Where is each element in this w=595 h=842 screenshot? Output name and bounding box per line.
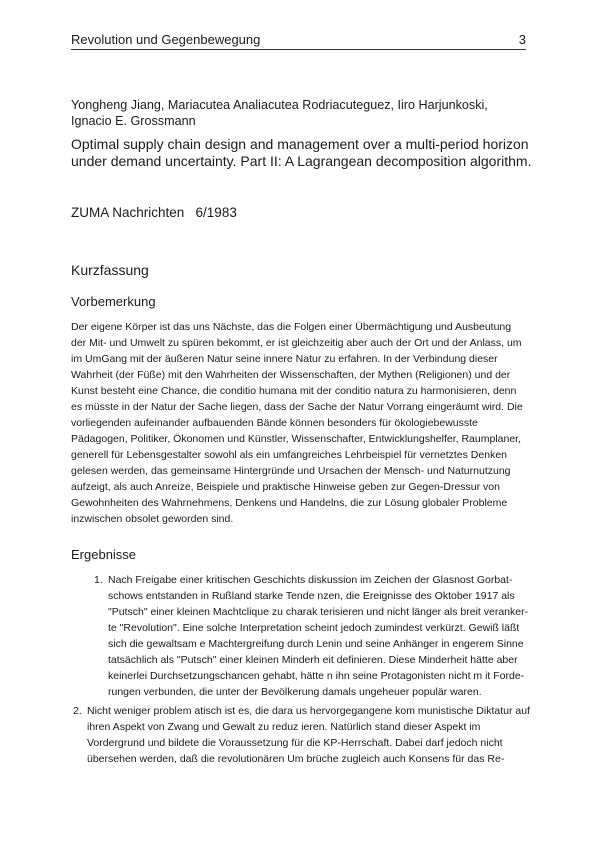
list-item-number: 1. [94,574,103,586]
list-item-text: Nach Freigabe einer kritischen Geschichts diskussion im Zeichen der Glasnost Gorbat- schows entstanden in Rußland starke Tende nzen, die Ereignisse des Oktober 1917 als "Putsch" einer kleinen Machtclique zu charak terisieren und nicht länger als breit veranker-te "Revolution". Eine solche Interpretation scheint jedoch zumindest verkürzt. Gewiß läßt sich die gewaltsam e Machtergreifung durch Lenin und seine Anhänger in engerem Sinne tatsächlich als "Putsch" einer kleinen Minderh eit definieren. Diese Minderheit hätte aber keinerlei Durchsetzungschancen gehabt, hätte n ihn seine Protagonisten nicht m it Forde-rungen verbunden, die unter der Bevölkerung damals ungeheuer populär waren. [108,574,529,698]
list-item [73,703,539,767]
authors: Yongheng Jiang, Mariacutea Analiacutea Rodriacuteguez, Iiro Harjunkoski, Ignacio E. Grossmann [71,98,488,128]
paper-title: Optimal supply chain design and management over a multi-period horizon under demand uncertainty. Part II: A Lagrangean decomposition algorithm. [71,136,532,169]
header-title: Revolution und Gegenbewegung [71,32,261,47]
list-item [94,572,536,700]
subsection-heading-vorbemerkung: Vorbemerkung [71,294,156,309]
subsection-heading-ergebnisse: Ergebnisse [71,547,137,562]
journal-reference: ZUMA Nachrichten 6/1983 [71,205,237,220]
results-list-1 [92,572,536,700]
vorbemerkung-paragraph: Der eigene Körper ist das uns Nächste, das die Folgen einer Übermächtigung und Ausbeutung der Mit- und Umwelt zu spüren bekommt, er ist gleichzeitig aber auch der Ort und der Anlass, um im UmGang mit der äußeren Natur seine innere Natur zu erfahren. In der Verbindung dieser Wahrheit (der Füße) mit den Wahrheiten der Wissenschaften, der Mythen (Religionen) und der Kunst besteht eine Chance, die conditio humana mit der conditio natura zu harmonisieren, denn es müsste in der Natur der Sache liegen, dass der Sache der Natur Vorrang eingeräumt wird. Die vorliegenden aufeinander aufbauenden Bände können besonders für ökologiebewusste Pädagogen, Politiker, Ökonomen und Künstler, Wissenschafter, Entwicklungshelfer, Raumplaner, generell für Lebensgestalter sowohl als ein umfangreiches Lehrbeispiel für vernetztes Denken gelesen werden, das gemeinsame Hintergründe und Ursachen der Mensch- und Naturnutzung aufzeigt, als auch Anreize, Beispiele und praktische Hinweise geben zur Gegen-Dressur von Gewohnheiten des Wahrnehmens, Denkens und Handelns, die zur Lösung globaler Probleme inzwischen obsolet geworden sind. [71,321,523,525]
results-list-2 [71,703,539,767]
section-heading-kurzfassung: Kurzfassung [71,262,149,278]
page-number: 3 [518,32,526,47]
running-header [71,32,526,50]
list-item-number: 2. [73,705,82,717]
list-item-text: Nicht weniger problem atisch ist es, die dara us hervorgegangene kom munistische Diktatur auf ihren Aspekt von Zwang und Gewalt zu reduz ieren. Natürlich stand dieser Aspekt im Vordergrund und bildete die Voraussetzung für die KP-Herrschaft. Dabei darf jedoch nicht übersehen werden, daß die revolutionären Um brüche zugleich auch Konsens für das Re- [87,705,530,765]
